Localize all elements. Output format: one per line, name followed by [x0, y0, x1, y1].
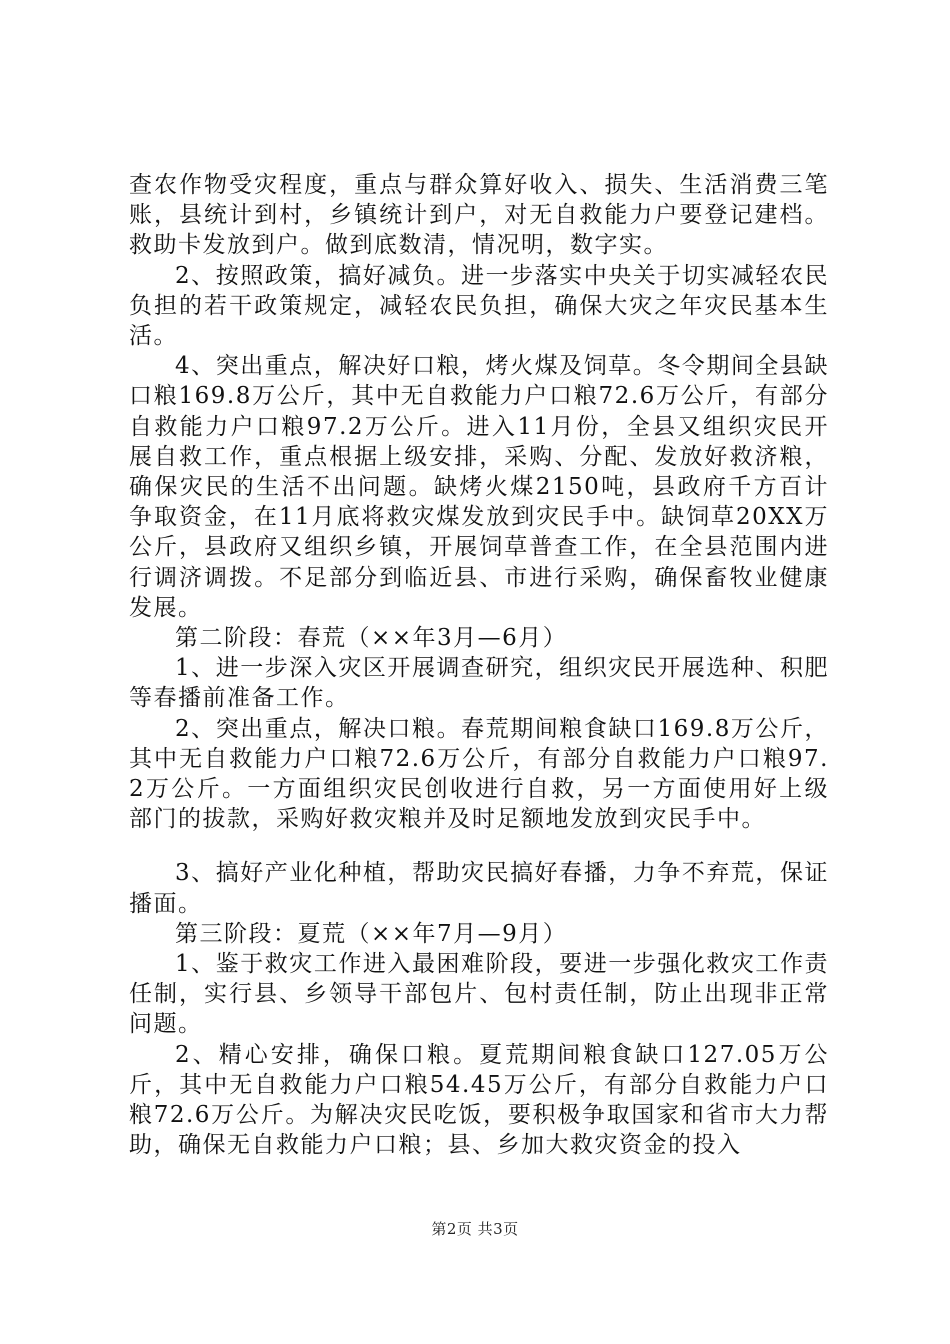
- paragraph-item-spring-grain: 2、突出重点，解决口粮。春荒期间粮食缺口169.8万公斤，其中无自救能力户口粮72.6万公斤，有部分自救能力户口粮97.2万公斤。一方面组织灾民创收进行自救，另一方面使用好上级部门的拔款，采购好救灾粮并及时足额地发放到灾民手中。: [129, 715, 829, 833]
- paragraph-item-responsibility: 1、鉴于救灾工作进入最困难阶段，要进一步强化救灾工作责任制，实行县、乡领导干部包片、包村责任制，防止出现非正常问题。: [129, 951, 829, 1038]
- paragraph-item-summer-grain: 2、精心安排，确保口粮。夏荒期间粮食缺口127.05万公斤，其中无自救能力户口粮54.45万公斤，有部分自救能力户口粮72.6万公斤。为解决灾民吃饭，要积极争取国家和省市大力帮助，确保无自救能力户口粮；县、乡加大救灾资金的投入: [129, 1041, 829, 1159]
- paragraph-item-grain-coal-fodder: 4、突出重点，解决好口粮，烤火煤及饲草。冬令期间全县缺口粮169.8万公斤，其中无自救能力户口粮72.6万公斤，有部分自救能力户口粮97.2万公斤。进入11月份，全县又组织灾民开展自救工作，重点根据上级安排，采购、分配、发放好救济粮，确保灾民的生活不出问题。缺烤火煤2150吨，县政府千方百计争取资金，在11月底将救灾煤发放到灾民手中。缺饲草20XX万公斤，县政府又组织乡镇，开展饲草普查工作，在全县范围内进行调济调拨。不足部分到临近县、市进行采购，确保畜牧业健康发展。: [129, 353, 829, 621]
- section-heading-spring: 第二阶段：春荒（××年3月—6月）: [175, 625, 568, 652]
- paragraph-item-reduce-burden: 2、按照政策，搞好减负。进一步落实中央关于切实减轻农民负担的若干政策规定，减轻农民负担，确保大灾之年灾民基本生活。: [129, 262, 829, 350]
- paragraph-item-survey: 1、进一步深入灾区开展调查研究，组织灾民开展选种、积肥等春播前准备工作。: [129, 655, 829, 712]
- section-heading-summer: 第三阶段：夏荒（××年7月—9月）: [175, 920, 568, 947]
- paragraph-item-planting: 3、搞好产业化种植，帮助灾民搞好春播，力争不弃荒，保证播面。: [129, 860, 829, 917]
- paragraph-continuation: 查农作物受灾程度，重点与群众算好收入、损失、生活消费三笔账，县统计到村，乡镇统计到户，对无自救能力户要登记建档。救助卡发放到户。做到底数清，情况明，数字实。: [129, 172, 829, 259]
- page-footer: 第2页 共3页: [431, 1220, 519, 1238]
- document-body: [129, 170, 829, 1161]
